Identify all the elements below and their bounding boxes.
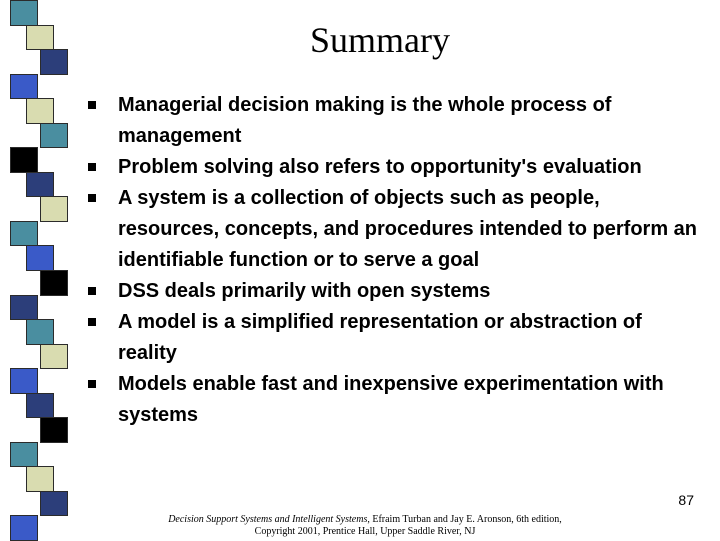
stripe-segment	[10, 515, 38, 541]
square-bullet-icon	[88, 101, 96, 109]
bullet-item	[80, 307, 700, 369]
decorative-stripe	[0, 0, 70, 540]
bullet-text: Problem solving also refers to opportunity's evaluation	[118, 156, 642, 178]
bullet-item	[80, 90, 700, 152]
stripe-segment	[26, 25, 54, 51]
footer-citation	[150, 514, 580, 538]
bullet-item	[80, 183, 700, 276]
stripe-segment	[26, 319, 54, 345]
stripe-segment	[10, 442, 38, 468]
stripe-segment	[26, 172, 54, 198]
bullet-text: A model is a simplified representation or abstraction of reality	[118, 311, 642, 364]
square-bullet-icon	[88, 163, 96, 171]
square-bullet-icon	[88, 318, 96, 326]
bullet-text: Managerial decision making is the whole process of management	[118, 94, 612, 147]
footer-copyright: Copyright 2001, Prentice Hall, Upper Saddle River, NJ	[254, 526, 476, 537]
stripe-segment	[10, 368, 38, 394]
stripe-segment	[40, 491, 68, 517]
bullet-item	[80, 369, 700, 431]
bullet-list	[80, 90, 700, 431]
slide-title: Summary	[310, 20, 450, 60]
square-bullet-icon	[88, 194, 96, 202]
stripe-segment	[10, 147, 38, 173]
bullet-item	[80, 152, 700, 183]
footer-authors: , Efraim Turban and Jay E. Aronson, 6th edition,	[367, 514, 562, 525]
stripe-segment	[40, 196, 68, 222]
stripe-segment	[26, 393, 54, 419]
stripe-segment	[10, 0, 38, 26]
stripe-segment	[10, 74, 38, 100]
stripe-segment	[26, 245, 54, 271]
stripe-segment	[40, 270, 68, 296]
stripe-segment	[26, 466, 54, 492]
stripe-segment	[26, 98, 54, 124]
square-bullet-icon	[88, 380, 96, 388]
page-number: 87	[678, 492, 694, 508]
stripe-segment	[10, 295, 38, 321]
footer-book-title: Decision Support Systems and Intelligent Systems	[168, 514, 368, 525]
bullet-item	[80, 276, 700, 307]
stripe-segment	[40, 417, 68, 443]
square-bullet-icon	[88, 287, 96, 295]
stripe-segment	[40, 344, 68, 370]
bullet-text: DSS deals primarily with open systems	[118, 280, 491, 302]
stripe-segment	[40, 123, 68, 149]
bullet-text: Models enable fast and inexpensive experimentation with systems	[118, 373, 664, 426]
bullet-text: A system is a collection of objects such as people, resources, concepts, and procedures intended to perform an identifiable function or to serve a goal	[118, 187, 698, 271]
stripe-segment	[10, 221, 38, 247]
stripe-segment	[40, 49, 68, 75]
